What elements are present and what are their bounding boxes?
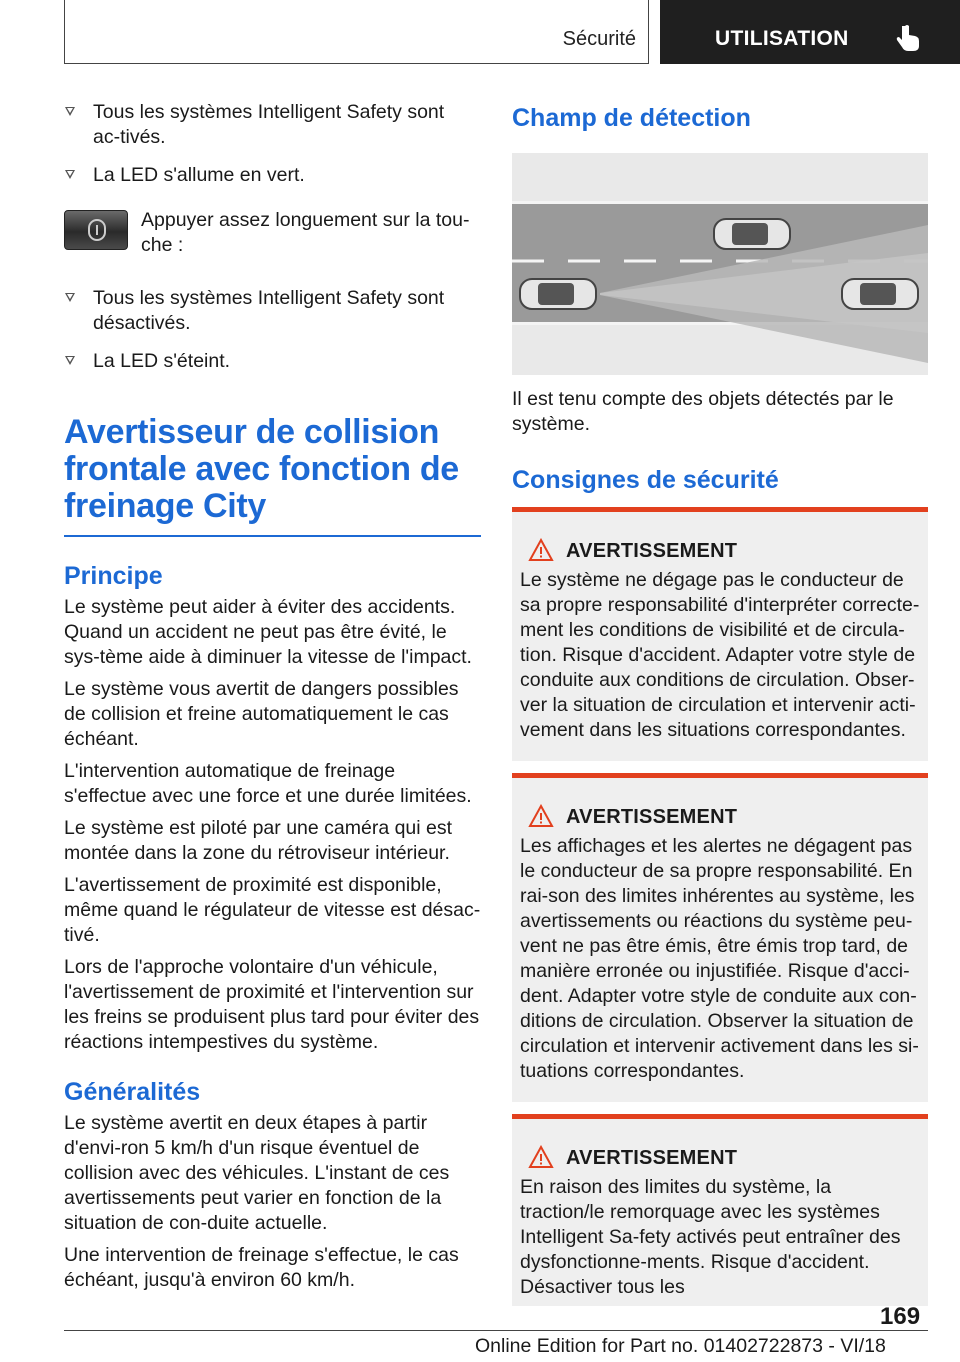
warning-text: Les affichages et les alertes ne dégagent pas le conducteur de sa propre responsabilité. En rai-son des limites inhérentes au système, les avertissements ou réactions du système peu-vent ne pas être émis, être émis trop tard, de manière erronée ou injustifiée. Risque d'acci-dent. Adapter votre style de conduite aux con-ditions de circulation. Observer la situation de circulation et intervenir activement dans les si-tuations correspondantes. — [520, 835, 919, 1082]
left-column — [64, 100, 481, 1300]
bullet-triangle-icon — [65, 107, 75, 116]
paragraph: Le système avertit en deux étapes à partir d'envi-ron 5 km/h d'un risque éventuel de collision avec des véhicules. L'instant de ces avertissements peut varier en fonction de la situation de con-duite actuelle. — [64, 1111, 450, 1234]
bullet-triangle-icon — [65, 356, 75, 365]
warning-title: AVERTISSEMENT — [520, 804, 920, 832]
detection-description: Il est tenu compte des objets détectés par le système. — [512, 388, 894, 435]
warning-box — [512, 1114, 928, 1306]
detection-field-diagram — [512, 153, 928, 375]
warning-title: AVERTISSEMENT — [520, 538, 920, 566]
warning-box — [512, 507, 928, 761]
paragraph: Lors de l'approche volontaire d'un véhicule, l'avertissement de proximité et l'intervention sur les freins se produisent plus tard pour éviter des réactions intempestives du système. — [64, 955, 480, 1053]
car-ego-icon — [520, 279, 596, 309]
page-title: Avertisseur de collision frontale avec fonction de freinage City — [64, 413, 459, 525]
press-instruction: Appuyer assez longuement sur la tou-che : — [141, 209, 470, 256]
paragraph: Une intervention de freinage s'effectue, le cas échéant, jusqu'à environ 60 km/h. — [64, 1243, 459, 1291]
warning-box — [512, 773, 928, 1102]
paragraph: L'intervention automatique de freinage s'effectue avec une force et une durée limitées. — [64, 759, 472, 807]
footer-divider — [64, 1330, 928, 1331]
bullet-triangle-icon — [65, 293, 75, 302]
car-ahead-icon — [714, 219, 790, 249]
hand-pointer-icon — [896, 24, 922, 52]
right-column — [512, 100, 928, 1306]
header-section-box — [64, 0, 649, 64]
paragraph: Le système est piloté par une caméra qui est montée dans la zone du rétroviseur intérieur. — [64, 816, 453, 864]
intelligent-safety-button-icon — [64, 210, 128, 250]
paragraph: L'avertissement de proximité est disponible, même quand le régulateur de vitesse est désac-tivé. — [64, 873, 481, 946]
warning-text: Le système ne dégage pas le conducteur de sa propre responsabilité d'interpréter correcte-ment les conditions de visibilité et de circula-tion. Risque d'accident. Adapter votre style de conduite aux conditions de circulation. Obser-ver la situation de circulation et intervenir acti-vement dans les situations correspondantes. — [520, 569, 920, 741]
chapter-title: UTILISATION — [715, 27, 849, 50]
section-heading-safety: Consignes de sécurité — [512, 466, 779, 494]
footer-edition: Online Edition for Part no. 01402722873 - VI/18 — [475, 1335, 886, 1357]
section-heading-general: Généralités — [64, 1077, 201, 1106]
warning-text: En raison des limites du système, la traction/le remorquage avec les systèmes Intelligent Sa-fety activés peut entraîner des dysfonctionne-ments. Risque d'accident. Désactiver tous les — [520, 1176, 901, 1298]
section-title: Sécurité — [562, 28, 636, 50]
list-item: La LED s'éteint. — [64, 349, 481, 374]
header-chapter-box — [660, 0, 960, 64]
page-number: 169 — [880, 1303, 921, 1330]
warning-triangle-icon — [528, 1145, 554, 1169]
detection-field-illustration — [512, 153, 928, 375]
paragraph: Le système vous avertit de dangers possibles de collision et freine automatiquement le cas échéant. — [64, 677, 459, 750]
list-item: Tous les systèmes Intelligent Safety sont ac-tivés. — [64, 100, 464, 150]
warning-triangle-icon — [528, 538, 554, 562]
bullet-triangle-icon — [65, 170, 75, 179]
warning-triangle-icon — [528, 804, 554, 828]
warning-title: AVERTISSEMENT — [520, 1145, 920, 1173]
title-divider — [64, 535, 481, 537]
car-front-icon — [842, 279, 918, 309]
list-item: La LED s'allume en vert. — [64, 163, 481, 188]
list-item: Tous les systèmes Intelligent Safety sont désactivés. — [64, 286, 454, 336]
section-heading-principle: Principe — [64, 561, 163, 590]
paragraph: Le système peut aider à éviter des accidents. Quand un accident ne peut pas être évité, le sys-tème aide à diminuer la vitesse de l'impact. — [64, 595, 472, 668]
button-instruction — [64, 208, 481, 274]
section-heading-detection: Champ de détection — [512, 104, 751, 132]
